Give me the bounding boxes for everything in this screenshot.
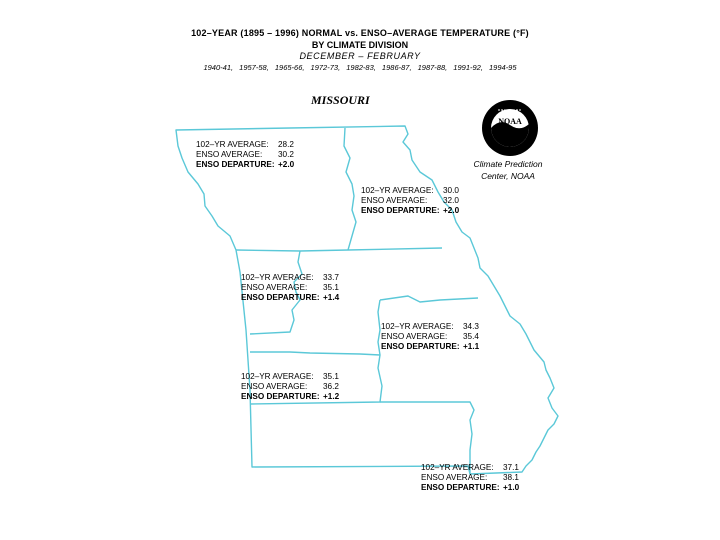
enso-label: ENSO AVERAGE:: [196, 150, 263, 160]
map-title: 102–YEAR (1895 – 1996) NORMAL vs. ENSO–AVERAGE TEMPERATURE (°F): [191, 28, 529, 38]
departure-label: ENSO DEPARTURE:: [381, 342, 460, 352]
enso-label: ENSO AVERAGE:: [241, 283, 308, 293]
enso-value: 38.1: [503, 473, 519, 483]
departure-value: +2.0: [278, 160, 295, 170]
departure-label: ENSO DEPARTURE:: [241, 392, 320, 402]
departure-label: ENSO DEPARTURE:: [421, 483, 500, 493]
enso-value: 32.0: [443, 196, 459, 206]
credit-line-2: Center, NOAA: [481, 171, 535, 181]
avg-value: 34.3: [463, 322, 479, 331]
division-line-6: [380, 296, 478, 302]
enso-value: 35.1: [323, 283, 339, 293]
division-line-2: [236, 248, 442, 251]
enso-value: 35.4: [463, 332, 479, 342]
division-stats: [381, 322, 479, 353]
avg-value: 28.2: [278, 140, 294, 149]
avg-label: 102–YR AVERAGE:: [421, 463, 494, 472]
departure-value: +2.0: [443, 206, 460, 216]
departure-value: +1.1: [463, 342, 480, 352]
departure-label: ENSO DEPARTURE:: [241, 293, 320, 303]
division-stats: [361, 186, 459, 217]
enso-years: 1940-41, 1957-58, 1965-66, 1972-73, 1982-83, 1986-87, 1987-88, 1991-92, 1994-95: [203, 63, 517, 72]
division-stats: [421, 463, 519, 494]
division-stats: [241, 372, 339, 403]
credit-line-1: Climate Prediction: [473, 159, 543, 169]
noaa-logo-icon: [468, 98, 552, 158]
avg-label: 102–YR AVERAGE:: [361, 186, 434, 195]
logo-text: NOAA: [498, 117, 522, 126]
enso-value: 30.2: [278, 150, 294, 160]
avg-label: 102–YR AVERAGE:: [196, 140, 269, 149]
state-name: MISSOURI: [311, 93, 370, 107]
avg-value: 37.1: [503, 463, 519, 472]
division-stats: [196, 140, 294, 171]
departure-label: ENSO DEPARTURE:: [361, 206, 440, 216]
enso-label: ENSO AVERAGE:: [421, 473, 488, 483]
division-line-4: [250, 352, 380, 355]
avg-label: 102–YR AVERAGE:: [241, 273, 314, 282]
credit: [462, 158, 554, 182]
avg-label: 102–YR AVERAGE:: [241, 372, 314, 381]
departure-value: +1.2: [323, 392, 340, 402]
avg-value: 35.1: [323, 372, 339, 381]
departure-label: ENSO DEPARTURE:: [196, 160, 275, 170]
enso-value: 36.2: [323, 382, 339, 392]
division-line-1: [344, 128, 356, 250]
avg-value: 33.7: [323, 273, 339, 282]
departure-value: +1.0: [503, 483, 520, 493]
division-stats: [241, 273, 339, 304]
enso-label: ENSO AVERAGE:: [241, 382, 308, 392]
departure-value: +1.4: [323, 293, 340, 303]
avg-value: 30.0: [443, 186, 459, 195]
enso-label: ENSO AVERAGE:: [381, 332, 448, 342]
enso-label: ENSO AVERAGE:: [361, 196, 428, 206]
map-subtitle: BY CLIMATE DIVISION: [311, 40, 409, 50]
avg-label: 102–YR AVERAGE:: [381, 322, 454, 331]
season-label: DECEMBER – FEBRUARY: [299, 51, 421, 61]
